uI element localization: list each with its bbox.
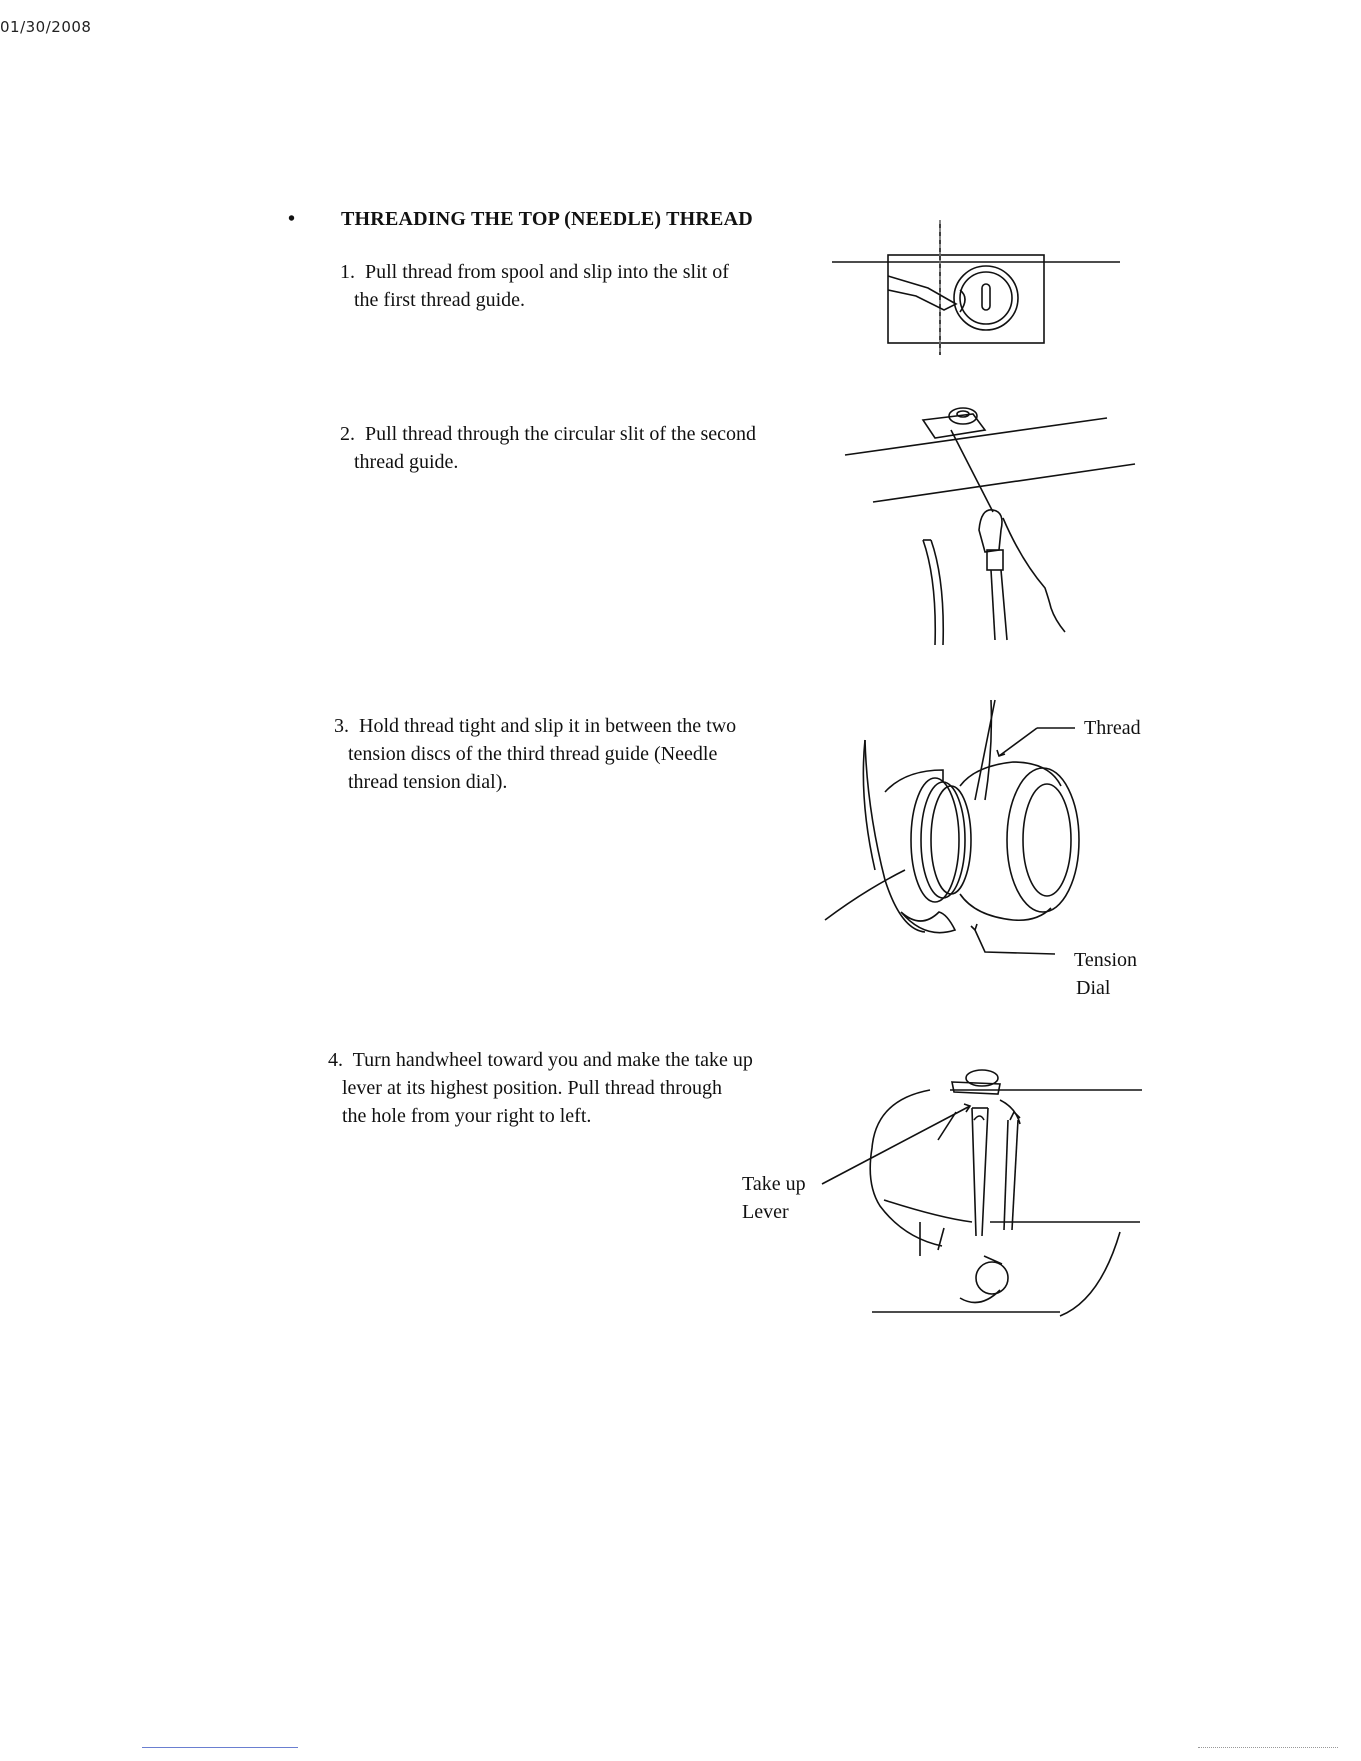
label-line: Dial: [1076, 977, 1111, 999]
step-text-line: Hold thread tight and slip it in between the two: [359, 715, 737, 737]
label-line: Take up: [742, 1173, 806, 1195]
label-take-up-lever: [742, 1170, 806, 1226]
step-text-line: thread guide.: [354, 451, 459, 473]
step-text-line: thread tension dial).: [348, 771, 508, 793]
label-thread: Thread: [1084, 717, 1141, 739]
step-2: [340, 420, 756, 476]
section-bullet: •: [288, 208, 296, 230]
step-text-line: Pull thread through the circular slit of the second: [365, 423, 757, 445]
step-number: 2.: [340, 423, 355, 445]
step-3: [334, 712, 736, 796]
figure-tension-dial: [825, 690, 1115, 980]
step-number: 1.: [340, 261, 355, 283]
step-number: 3.: [334, 715, 349, 737]
step-4: [328, 1046, 753, 1130]
figure-second-thread-guide: [845, 400, 1145, 660]
step-number: 4.: [328, 1049, 343, 1071]
step-text-line: lever at its highest position. Pull thread through: [342, 1077, 722, 1099]
step-text-line: tension discs of the third thread guide (Needle: [348, 743, 718, 765]
scan-edge-line: [142, 1747, 298, 1748]
section-heading: THREADING THE TOP (NEEDLE) THREAD: [341, 208, 753, 230]
step-text-line: the hole from your right to left.: [342, 1105, 592, 1127]
step-text-line: the first thread guide.: [354, 289, 526, 311]
figure-first-thread-guide: [820, 220, 1130, 360]
label-line: Tension: [1074, 949, 1138, 971]
step-text-line: Pull thread from spool and slip into the slit of: [365, 261, 729, 283]
document-date: 01/30/2008: [0, 18, 92, 36]
scan-edge-dots: [1198, 1747, 1338, 1748]
step-1: [340, 258, 729, 314]
figure-take-up-lever: [820, 1060, 1150, 1330]
label-line: Lever: [742, 1201, 789, 1223]
label-tension-dial: [1074, 946, 1137, 1002]
step-text-line: Turn handwheel toward you and make the take up: [352, 1049, 753, 1071]
